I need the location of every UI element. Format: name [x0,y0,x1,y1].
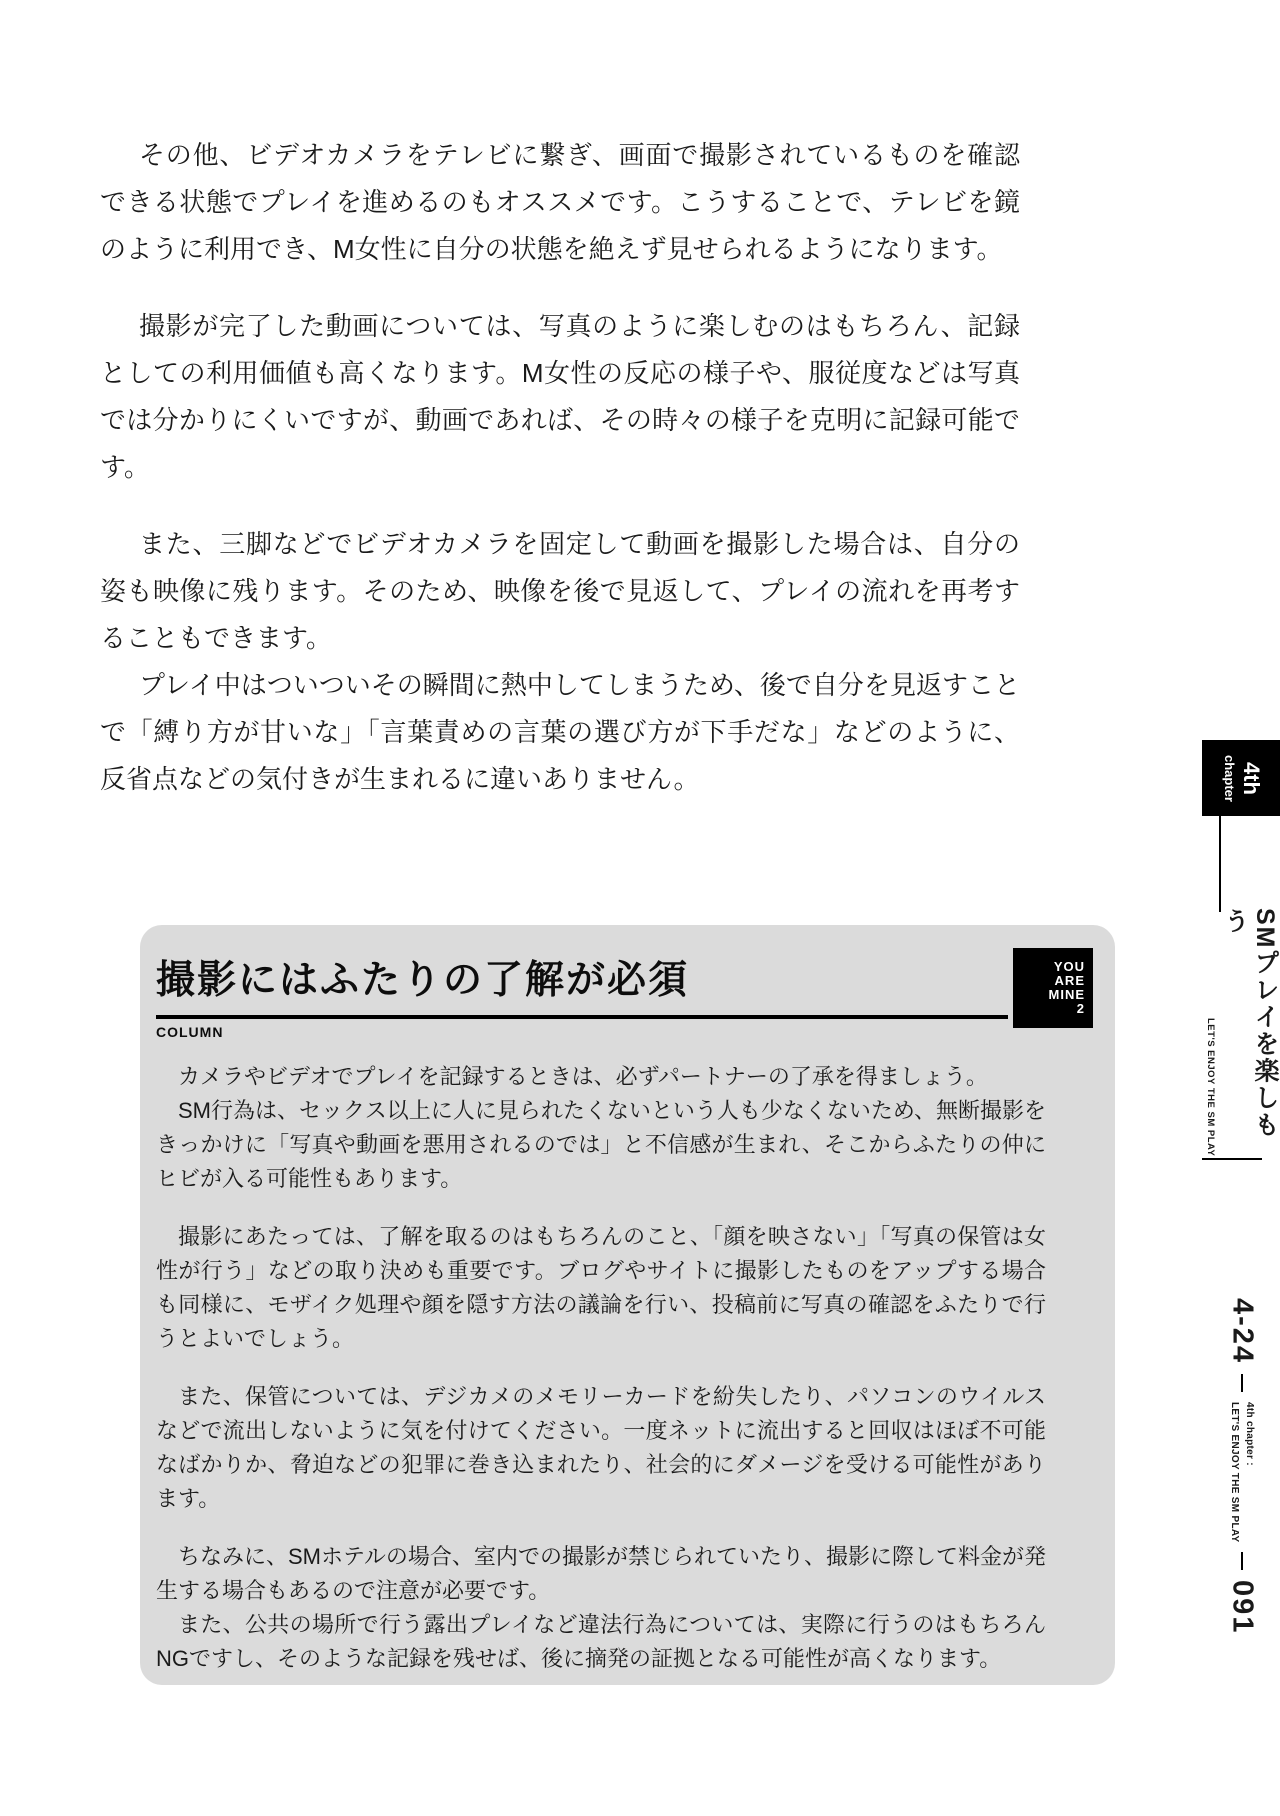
column-label: COLUMN [156,1024,224,1040]
section-number: 4-24 [1226,1298,1259,1365]
main-paragraph: プレイ中はついついその瞬間に熱中してしまうため、後で自分を見返すことで「縛り方が甘いな」「言葉責めの言葉の選び方が下手だな」などのように、反省点などの気付きが生まれるに違いありません。 [100,670,1020,794]
column-body [140,1040,1062,1676]
main-paragraph: 撮影が完了した動画については、写真のように楽しむのはもちろん、記録としての利用価値も高くなります。M女性の反応の様子や、服従度などは写真では分かりにくいですが、動画であれば、その時々の様子を克明に記録可能です。 [100,311,1020,482]
column-title-rule [156,1015,1008,1019]
column-paragraph: カメラやビデオでプレイを記録するときは、必ずパートナーの了承を得ましょう。 [178,1064,988,1089]
footer-chapter-line2: LET'S ENJOY THE SM PLAY [1229,1402,1240,1543]
column-header [140,925,1115,1040]
badge-line: MINE [1048,987,1085,1002]
column-paragraph: また、保管については、デジカメのメモリーカードを紛失したり、パソコンのウイルスなどで流出しないように気を付けてください。一度ネットに流出すると回収はほぼ不可能なばかりか、脅迫などの犯罪に巻き込まれたり、社会的にダメージを受ける可能性があります。 [156,1384,1046,1511]
footer-chapter-label [1227,1402,1257,1542]
column-paragraph: また、公共の場所で行う露出プレイなど違法行為については、実際に行うのはもちろんNGですし、そのような記録を残せば、後に摘発の証拠となる可能性が高くなります。 [156,1612,1046,1671]
main-paragraph: その他、ビデオカメラをテレビに繋ぎ、画面で撮影されているものを確認できる状態でプレイを進めるのもオススメです。こうすることで、テレビを鏡のように利用でき、M女性に自分の状態を絶えず見せられるようになります。 [100,140,1020,264]
chapter-tab-number: 4th [1239,761,1264,795]
footer-chapter-line1: 4th chapter : [1244,1402,1255,1466]
footer-divider [1241,1374,1243,1392]
chapter-tab-word: chapter [1222,754,1237,802]
main-text-block [100,132,1020,803]
main-paragraph: また、三脚などでビデオカメラを固定して動画を撮影した場合は、自分の姿も映像に残ります。そのため、映像を後で見返して、プレイの流れを再考することもできます。 [100,529,1020,653]
column-paragraph: ちなみに、SMホテルの場合、室内での撮影が禁じられていたり、撮影に際して料金が発生する場合もあるので注意が必要です。 [156,1544,1046,1603]
page-footer [1222,1298,1262,1635]
you-are-mine-badge [1013,948,1093,1028]
chapter-title-underline [1202,1158,1262,1160]
column-paragraph: SM行為は、セックス以上に人に見られたくないという人も少なくないため、無断撮影をきっかけに「写真や動画を悪用されるのでは」と不信感が生まれ、そこからふたりの仲にヒビが入る可能性もあります。 [156,1098,1046,1191]
page-number: 091 [1226,1580,1259,1635]
badge-line: 2 [1076,1001,1085,1016]
column-paragraph: 撮影にあたっては、了解を取るのはもちろんのこと、「顔を映さない」「写真の保管は女性が行う」などの取り決めも重要です。ブログやサイトに撮影したものをアップする場合も同様に、モザイク処理や顔を隠す方法の議論を行い、投稿前に写真の確認をふたりで行うとよいでしょう。 [156,1224,1046,1351]
chapter-title-vertical [1204,908,1280,1156]
chapter-tab [1202,740,1280,816]
badge-line: YOU [1053,959,1085,974]
chapter-title-japanese: SMプレイを楽しもう [1221,908,1279,1139]
footer-divider [1241,1552,1243,1570]
column-box [140,925,1115,1685]
tab-connector-line [1219,816,1221,912]
column-title: 撮影にはふたりの了解が必須 [156,959,690,1002]
chapter-title-english: LET'S ENJOY THE SM PLAY [1205,1017,1216,1156]
badge-line: ARE [1054,973,1085,988]
